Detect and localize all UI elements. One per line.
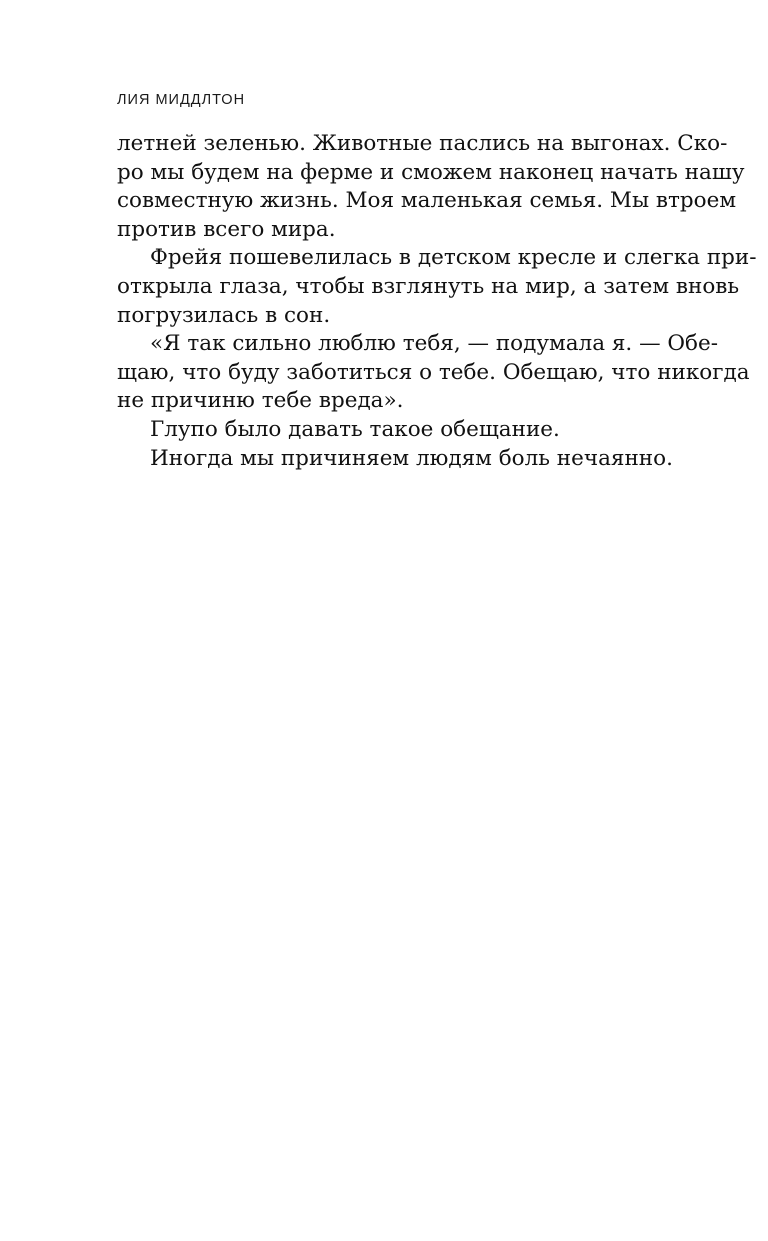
text-line: совместную жизнь. Моя маленькая семья. Мы втроем [117, 188, 737, 214]
paragraph-first-line: «Я так сильно люблю тебя, — подумала я. — Обе- [150, 331, 718, 357]
text-line: летней зеленью. Животные паслись на выгонах. Ско- [117, 131, 728, 156]
text-line: открыла глаза, чтобы взглянуть на мир, а затем вновь [117, 273, 740, 299]
body-text [117, 130, 757, 473]
text-line: против всего мира. [117, 216, 336, 242]
paragraph-first-line: Глупо было давать такое обещание. [150, 416, 560, 442]
text-line: щаю, что буду заботиться о тебе. Обещаю, что никогда [117, 359, 750, 385]
text-line: ро мы будем на ферме и сможем наконец начать нашу [117, 159, 745, 185]
paragraph-first-line: Иногда мы причиняем людям боль нечаянно. [150, 445, 673, 471]
text-line: не причиню тебе вреда». [117, 388, 404, 414]
running-head: ЛИЯ МИДДЛТОН [117, 92, 246, 108]
text-line: погрузилась в сон. [117, 302, 331, 328]
paragraph-first-line: Фрейя пошевелилась в детском кресле и слегка при- [150, 245, 757, 271]
